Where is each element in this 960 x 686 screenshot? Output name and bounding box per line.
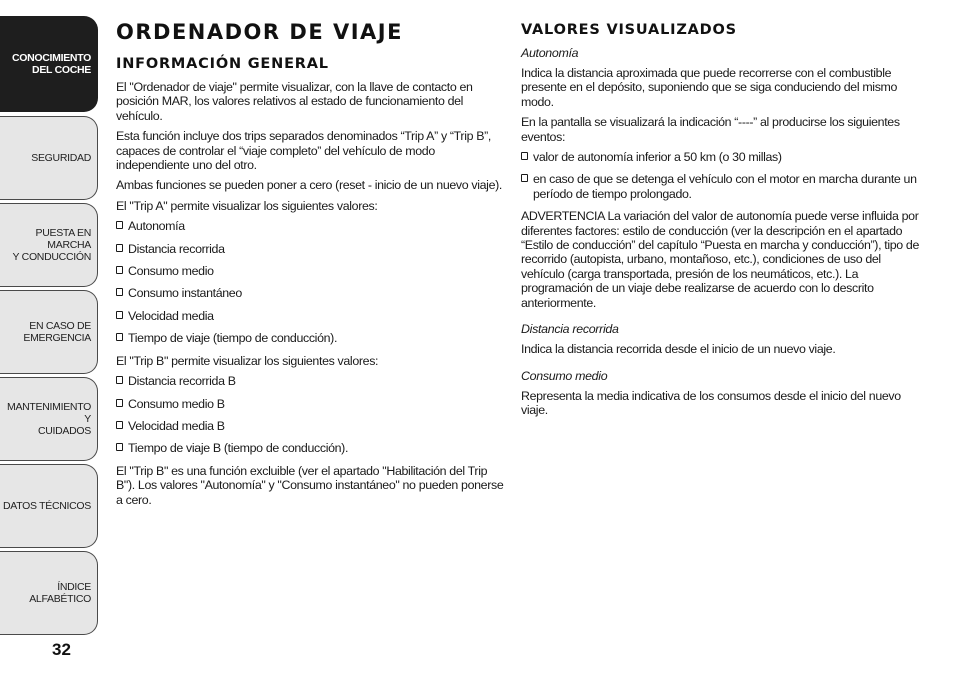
section-heading-general: INFORMACIÓN GENERAL xyxy=(116,56,329,72)
list-item: Consumo instantáneo xyxy=(116,286,504,300)
trip-a-list xyxy=(116,219,504,345)
list-item: Tiempo de viaje (tiempo de conducción). xyxy=(116,331,504,345)
tab-indice-alfabetico[interactable]: ÍNDICE ALFABÉTICO xyxy=(0,551,98,635)
page-number: 32 xyxy=(52,640,71,659)
tab-mantenimiento[interactable]: MANTENIMIENTO Y CUIDADOS xyxy=(0,377,98,461)
page-title: ORDENADOR DE VIAJE xyxy=(116,20,403,44)
paragraph: Indica la distancia recorrida desde el inicio de un nuevo viaje. xyxy=(521,342,836,357)
list-item: Tiempo de viaje B (tiempo de conducción). xyxy=(116,441,504,455)
paragraph: Ambas funciones se pueden poner a cero (reset - inicio de un nuevo viaje). xyxy=(116,178,502,193)
list-item: Velocidad media B xyxy=(116,419,504,433)
section-heading-valores: VALORES VISUALIZADOS xyxy=(521,22,737,38)
subheading-autonomia: Autonomía xyxy=(521,46,579,60)
list-item: en caso de que se detenga el vehículo con el motor en marcha durante un período de tiempo prolongado. xyxy=(521,172,921,201)
chapter-sidebar xyxy=(0,0,100,686)
paragraph: El "Trip A" permite visualizar los siguientes valores: xyxy=(116,198,378,213)
tab-puesta-en-marcha[interactable]: PUESTA EN MARCHA Y CONDUCCIÓN xyxy=(0,203,98,287)
warning-paragraph: ADVERTENCIA La variación del valor de autonomía puede verse influida por diferentes factores: estilo de conducción (ver la descripción en el apartado “Estilo de conducción” del capítulo “Puesta en marcha y conducción”), tipo de recorrido (autopista, urbano, montañoso, etc.), condiciones de uso del vehículo (carga transportada, presión de los neumáticos, etc.). La programación de un viaje debe realizarse de acuerdo con lo descrito anteriormente. xyxy=(521,209,920,310)
list-item: Distancia recorrida B xyxy=(116,374,504,388)
paragraph: Esta función incluye dos trips separados denominados “Trip A” y “Trip B”, capaces de controlar el “viaje completo” del vehículo de modo independiente uno del otro. xyxy=(116,129,492,173)
paragraph: En la pantalla se visualizará la indicación “----” al producirse los siguientes eventos: xyxy=(521,115,900,144)
paragraph: Indica la distancia aproximada que puede recorrerse con el combustible presente en el depósito, suponiendo que se siga conduciendo del mismo modo. xyxy=(521,66,898,109)
tab-seguridad[interactable]: SEGURIDAD xyxy=(0,116,98,200)
paragraph: El "Ordenador de viaje" permite visualizar, con la llave de contacto en posición MAR, los valores relativos al estado de funcionamiento del vehículo. xyxy=(116,80,473,123)
list-item: Velocidad media xyxy=(116,309,504,323)
list-item: Distancia recorrida xyxy=(116,242,504,256)
tab-datos-tecnicos[interactable]: DATOS TÉCNICOS xyxy=(0,464,98,548)
events-list xyxy=(521,150,921,201)
paragraph: Representa la media indicativa de los consumos desde el inicio del nuevo viaje. xyxy=(521,388,901,417)
list-item: Consumo medio B xyxy=(116,397,504,411)
tab-en-caso-de-emergencia[interactable]: EN CASO DE EMERGENCIA xyxy=(0,290,98,374)
right-column xyxy=(521,20,921,423)
left-column xyxy=(116,20,504,513)
list-item: Autonomía xyxy=(116,219,504,233)
paragraph: El "Trip B" es una función excluible (ver el apartado "Habilitación del Trip B"). Los valores "Autonomía" y "Consumo instantáneo" no pueden ponerse a cero. xyxy=(116,463,504,507)
subheading-consumo: Consumo medio xyxy=(521,368,608,383)
list-item: Consumo medio xyxy=(116,264,504,278)
list-item: valor de autonomía inferior a 50 km (o 30 millas) xyxy=(521,150,921,164)
subheading-distancia: Distancia recorrida xyxy=(521,322,619,337)
trip-b-list xyxy=(116,374,504,456)
tab-conocimiento-del-coche[interactable]: CONOCIMIENTO DEL COCHE xyxy=(0,16,98,112)
paragraph: El "Trip B" permite visualizar los siguientes valores: xyxy=(116,353,379,368)
